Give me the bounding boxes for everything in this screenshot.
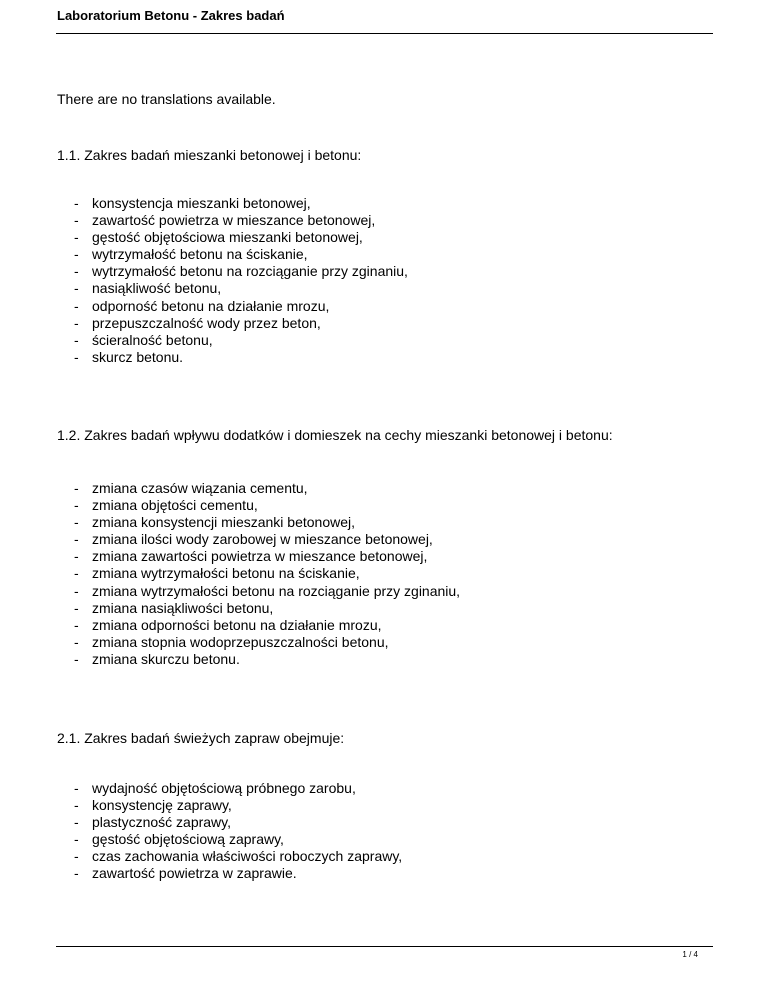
list-item: - zmiana wytrzymałości betonu na ściskanie, — [74, 565, 460, 582]
list-item: - zmiana konsystencji mieszanki betonowej, — [74, 514, 460, 531]
header-divider — [56, 33, 713, 34]
list-item: - konsystencja mieszanki betonowej, — [74, 195, 408, 212]
list-item: - nasiąkliwość betonu, — [74, 280, 408, 297]
list-item: - zmiana odporności betonu na działanie mrozu, — [74, 617, 460, 634]
list-item: - zmiana zawartości powietrza w mieszance betonowej, — [74, 548, 460, 565]
section-heading-1-1: 1.1. Zakres badań mieszanki betonowej i betonu: — [57, 147, 362, 163]
list-item: - zmiana objętości cementu, — [74, 497, 460, 514]
list-item: - zmiana nasiąkliwości betonu, — [74, 600, 460, 617]
list-item: - ścieralność betonu, — [74, 332, 408, 349]
section-list-1-1 — [74, 195, 408, 366]
list-item: - plastyczność zaprawy, — [74, 814, 402, 831]
list-item: - zmiana ilości wody zarobowej w mieszance betonowej, — [74, 531, 460, 548]
list-item: - przepuszczalność wody przez beton, — [74, 315, 408, 332]
footer-divider — [56, 946, 713, 947]
list-item: - zmiana stopnia wodoprzepuszczalności betonu, — [74, 634, 460, 651]
page-number: 1 / 4 — [682, 950, 698, 959]
translation-notice: There are no translations available. — [57, 91, 276, 107]
list-item: - zawartość powietrza w zaprawie. — [74, 865, 402, 882]
section-heading-1-2: 1.2. Zakres badań wpływu dodatków i domieszek na cechy mieszanki betonowej i betonu: — [57, 427, 613, 443]
section-heading-2-1: 2.1. Zakres badań świeżych zapraw obejmuje: — [57, 730, 345, 746]
section-list-1-2 — [74, 480, 460, 668]
list-item: - wytrzymałość betonu na ściskanie, — [74, 246, 408, 263]
list-item: - wydajność objętościową próbnego zarobu, — [74, 780, 402, 797]
list-item: - skurcz betonu. — [74, 349, 408, 366]
document-header-title: Laboratorium Betonu - Zakres badań — [57, 8, 285, 23]
list-item: - zawartość powietrza w mieszance betonowej, — [74, 212, 408, 229]
list-item: - zmiana skurczu betonu. — [74, 651, 460, 668]
list-item: - zmiana czasów wiązania cementu, — [74, 480, 460, 497]
list-item: - wytrzymałość betonu na rozciąganie przy zginaniu, — [74, 263, 408, 280]
list-item: - czas zachowania właściwości roboczych zaprawy, — [74, 848, 402, 865]
section-list-2-1 — [74, 780, 402, 883]
list-item: - zmiana wytrzymałości betonu na rozciąganie przy zginaniu, — [74, 583, 460, 600]
list-item: - konsystencję zaprawy, — [74, 797, 402, 814]
list-item: - gęstość objętościowa mieszanki betonowej, — [74, 229, 408, 246]
list-item: - odporność betonu na działanie mrozu, — [74, 298, 408, 315]
list-item: - gęstość objętościową zaprawy, — [74, 831, 402, 848]
